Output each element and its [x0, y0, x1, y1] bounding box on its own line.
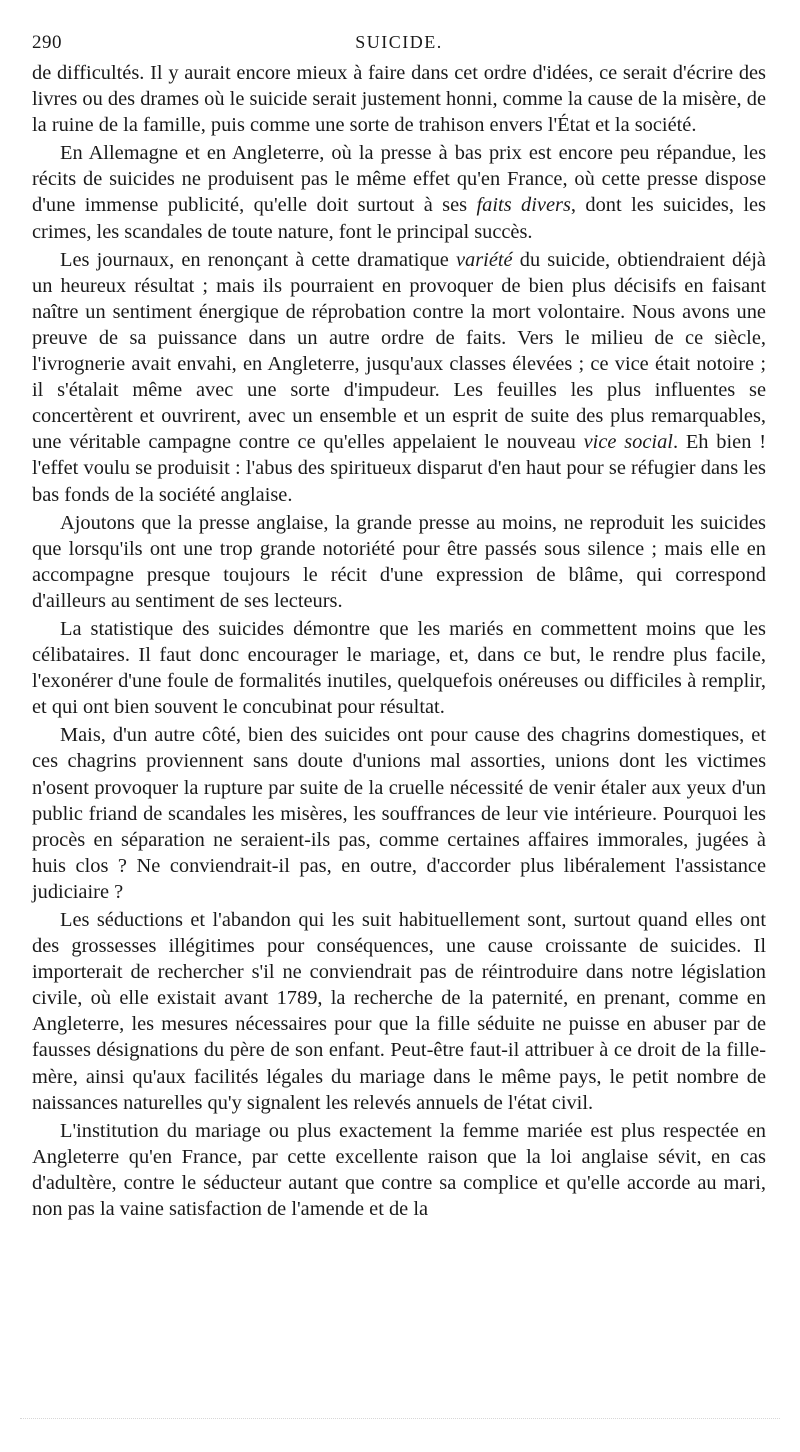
paragraph-5: La statistique des suicides démontre que les mariés en commettent moins que les célibataires. Il faut donc encourager le mariage, et, dans ce but, le rendre plus facile, l'exonérer d'une foule de formalités inutiles, quelquefois onéreuses ou difficiles à remplir, et qui ont bien souvent le concubinat pour résultat. — [32, 617, 766, 719]
paragraph-3-italic-1: variété — [455, 248, 513, 271]
paragraph-3-text-b: du suicide, obtiendraient déjà un heureux résultat ; mais ils pourraient en provoquer de bien plus décisifs en faisant naître un sentiment énergique de réprobation contre la mort volontaire. Nous avons une preuve de sa puissance dans un autre ordre de faits. Vers le milieu de ce siècle, l'ivrognerie avait envahi, en Angleterre, jusqu'aux classes élevées ; ce vice était notoire ; il s'étalait même avec une sorte d'impudeur. Les feuilles les plus influentes se concertèrent et ouvrirent, avec un ensemble et un esprit de suite des plus remarquables, une véritable campagne contre ce qu'elles appelaient le nouveau — [32, 248, 766, 454]
paragraph-6: Mais, d'un autre côté, bien des suicides ont pour cause des chagrins domestiques, et ces chagrins proviennent sans doute d'unions mal assorties, unions dont les victimes n'osent provoquer la rupture par suite de la cruelle nécessité de venir étaler aux yeux d'un public friand de scandales les misères, les souffrances de leur vie intérieure. Pourquoi les procès en séparation ne seraient-ils pas, comme certaines affaires immorales, jugées à huis clos ? Ne conviendrait-il pas, en outre, d'accorder plus libéralement l'assistance judiciaire ? — [32, 724, 766, 903]
paragraph-1: de difficultés. Il y aurait encore mieux à faire dans cet ordre d'idées, ce serait d'écrire des livres ou des drames où le suicide serait justement honni, comme la cause de la misère, de la ruine de la famille, puis comme une sorte de trahison envers l'État et la société. — [32, 62, 766, 137]
running-head — [32, 28, 766, 60]
paragraph-8: L'institution du mariage ou plus exactement la femme mariée est plus respectée en Angleterre qu'en France, par cette excellente raison que la loi anglaise sévit, en cas d'adultère, contre le séducteur autant que contre sa complice et qu'elle accorde au mari, non pas la vaine satisfaction de l'amende et de la — [32, 1119, 766, 1221]
body-text — [32, 60, 766, 1222]
running-title: SUICIDE. — [355, 32, 443, 52]
paragraph-3-italic-2: vice social — [583, 431, 673, 454]
paragraph-3-text-c: . Eh bien ! l'effet voulu se produisit : l'abus des spiritueux disparut d'en haut pour se réfugier dans les bas fonds de la société anglaise. — [32, 431, 766, 506]
paragraph-2-text-a: En Allemagne et en Angleterre, où la presse à bas prix est encore peu répandue, les récits de suicides ne produisent pas le même effet qu'en France, où cette presse dispose d'une immense publicité, qu'elle doit surtout à ses — [32, 142, 766, 217]
paragraph-2-text-b: , dont les suicides, les crimes, les scandales de toute nature, font le principal succès. — [32, 194, 766, 243]
paragraph-3 — [32, 247, 766, 508]
paragraph-7: Les séductions et l'abandon qui les suit habituellement sont, surtout quand elles ont des grossesses illégitimes pour conséquences, une cause croissante de suicides. Il importerait de rechercher s'il ne conviendrait pas de réintroduire dans notre législation civile, où elle existait avant 1789, la recherche de la paternité, en prenant, comme en Angleterre, les mesures nécessaires pour que la fille séduite ne puisse en abuser par de fausses désignations du père de son enfant. Peut-être faut-il attribuer à ce droit de la fille-mère, ainsi qu'aux facilités légales du mariage dans le même pays, le petit nombre de naissances naturelles qu'y signalent les relevés annuels de l'état civil. — [32, 909, 766, 1114]
page-number: 290 — [32, 32, 62, 53]
scan-artifact-line — [20, 1412, 780, 1419]
paragraph-3-text-a: Les journaux, en renonçant à cette dramatique — [60, 248, 456, 271]
paragraph-2-italic: faits divers — [476, 194, 571, 217]
paragraph-2 — [32, 140, 766, 244]
paragraph-4: Ajoutons que la presse anglaise, la grande presse au moins, ne reproduit les suicides que lorsqu'ils ont une trop grande notoriété pour être passés sous silence ; mais elle en accompagne presque toujours le récit d'une expression de blâme, qui correspond d'ailleurs au sentiment de ses lecteurs. — [32, 511, 766, 612]
book-page — [32, 28, 766, 1222]
